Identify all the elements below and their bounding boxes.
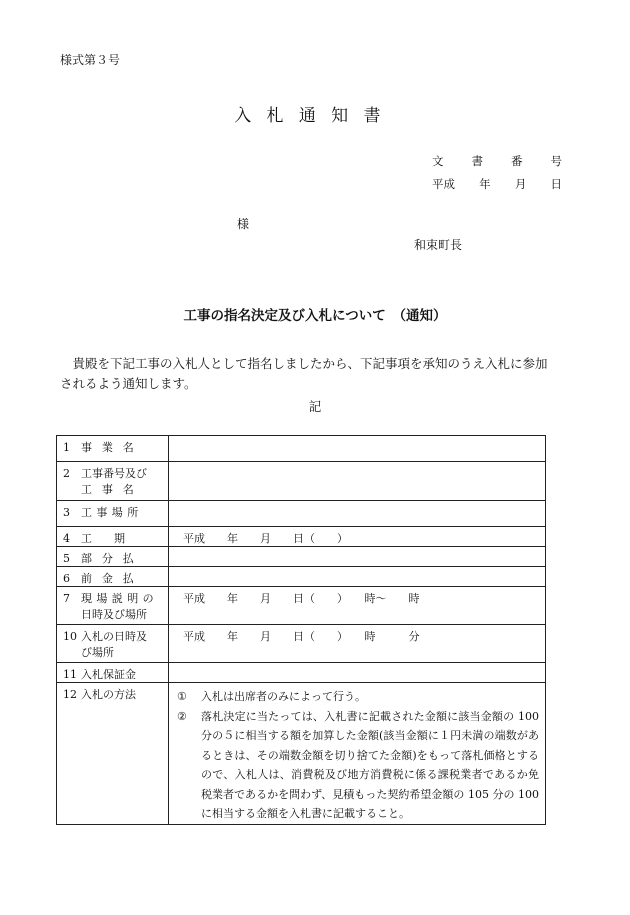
row-label: 7 現場説明の 日時及び場所 bbox=[57, 587, 169, 625]
row-value: 平成 年 月 日（ ） bbox=[169, 527, 546, 547]
row-label: 11 入札保証金 bbox=[57, 663, 169, 683]
date-month: 月 bbox=[514, 177, 527, 191]
row-value bbox=[169, 663, 546, 683]
method-item-mark: ② bbox=[177, 709, 187, 723]
row-value: 平成 年 月 日（ ） 時～ 時 bbox=[169, 587, 546, 625]
ki-mark: 記 bbox=[308, 399, 322, 414]
row-label: 12 入札の方法 bbox=[57, 683, 169, 825]
table-row bbox=[57, 567, 546, 587]
row-label: 2 工事番号及び 工事名 bbox=[57, 462, 169, 501]
row-value bbox=[169, 547, 546, 567]
row-label: 5 部分払 bbox=[57, 547, 169, 567]
row-label: 1 事業名 bbox=[57, 436, 169, 462]
row-value bbox=[169, 501, 546, 527]
row-value bbox=[169, 462, 546, 501]
date-era: 平成 bbox=[432, 177, 455, 191]
table-row bbox=[57, 625, 546, 663]
doc-number-char: 書 bbox=[471, 154, 483, 168]
bidding-method-value bbox=[169, 683, 546, 825]
date-day: 日 bbox=[550, 177, 562, 191]
row-value bbox=[169, 567, 546, 587]
notice-subject: 工事の指名決定及び入札について （通知） bbox=[183, 308, 447, 324]
row-value bbox=[169, 436, 546, 462]
row-label: 3 工事場所 bbox=[57, 501, 169, 527]
document-title: 入札通知書 bbox=[234, 106, 396, 126]
doc-number-char: 番 bbox=[511, 154, 523, 168]
issuer-name: 和束町長 bbox=[414, 238, 463, 252]
table-row bbox=[57, 663, 546, 683]
doc-number-char: 号 bbox=[550, 154, 562, 168]
method-item-text: 落札決定に当たっては、入札書に記載された金額に該当金額の 100 分の５に相当する額を加算した金額(該当金額に１円未満の端数があるときは、その端数金額を切り捨てた金額)をもって落札価格とするので、入札人は、消費税及び地方消費税に係る課税業者であるか免税業者であるかを問わず、見積もった契約希望金額の 105 分の 100 に相当する金額を入札書に記載すること。 bbox=[201, 709, 539, 820]
row-label: 6 前金払 bbox=[57, 567, 169, 587]
method-item bbox=[177, 707, 539, 824]
table-row bbox=[57, 683, 546, 825]
method-item-mark: ① bbox=[177, 690, 187, 703]
date-year: 年 bbox=[479, 177, 491, 191]
table-row bbox=[57, 527, 546, 547]
table-row bbox=[57, 462, 546, 501]
details-table bbox=[56, 435, 546, 825]
recipient-honorific: 様 bbox=[237, 217, 250, 231]
table-row bbox=[57, 501, 546, 527]
table-row bbox=[57, 587, 546, 625]
table-row bbox=[57, 436, 546, 462]
row-label: 4 工 期 bbox=[57, 527, 169, 547]
form-number: 様式第３号 bbox=[60, 53, 121, 67]
issue-date-line bbox=[432, 176, 562, 192]
notice-body: 貴殿を下記工事の入札人として指名しましたから、下記事項を承知のうえ入札に参加されるよう通知します。 bbox=[60, 356, 548, 391]
method-item bbox=[177, 687, 539, 707]
row-label: 10 入札の日時及 び場所 bbox=[57, 625, 169, 663]
row-value: 平成 年 月 日（ ） 時 分 bbox=[169, 625, 546, 663]
method-item-text: 入札は出席者のみによって行う。 bbox=[201, 690, 366, 703]
table-row bbox=[57, 547, 546, 567]
document-number-line bbox=[432, 153, 562, 169]
doc-number-char: 文 bbox=[432, 154, 444, 168]
